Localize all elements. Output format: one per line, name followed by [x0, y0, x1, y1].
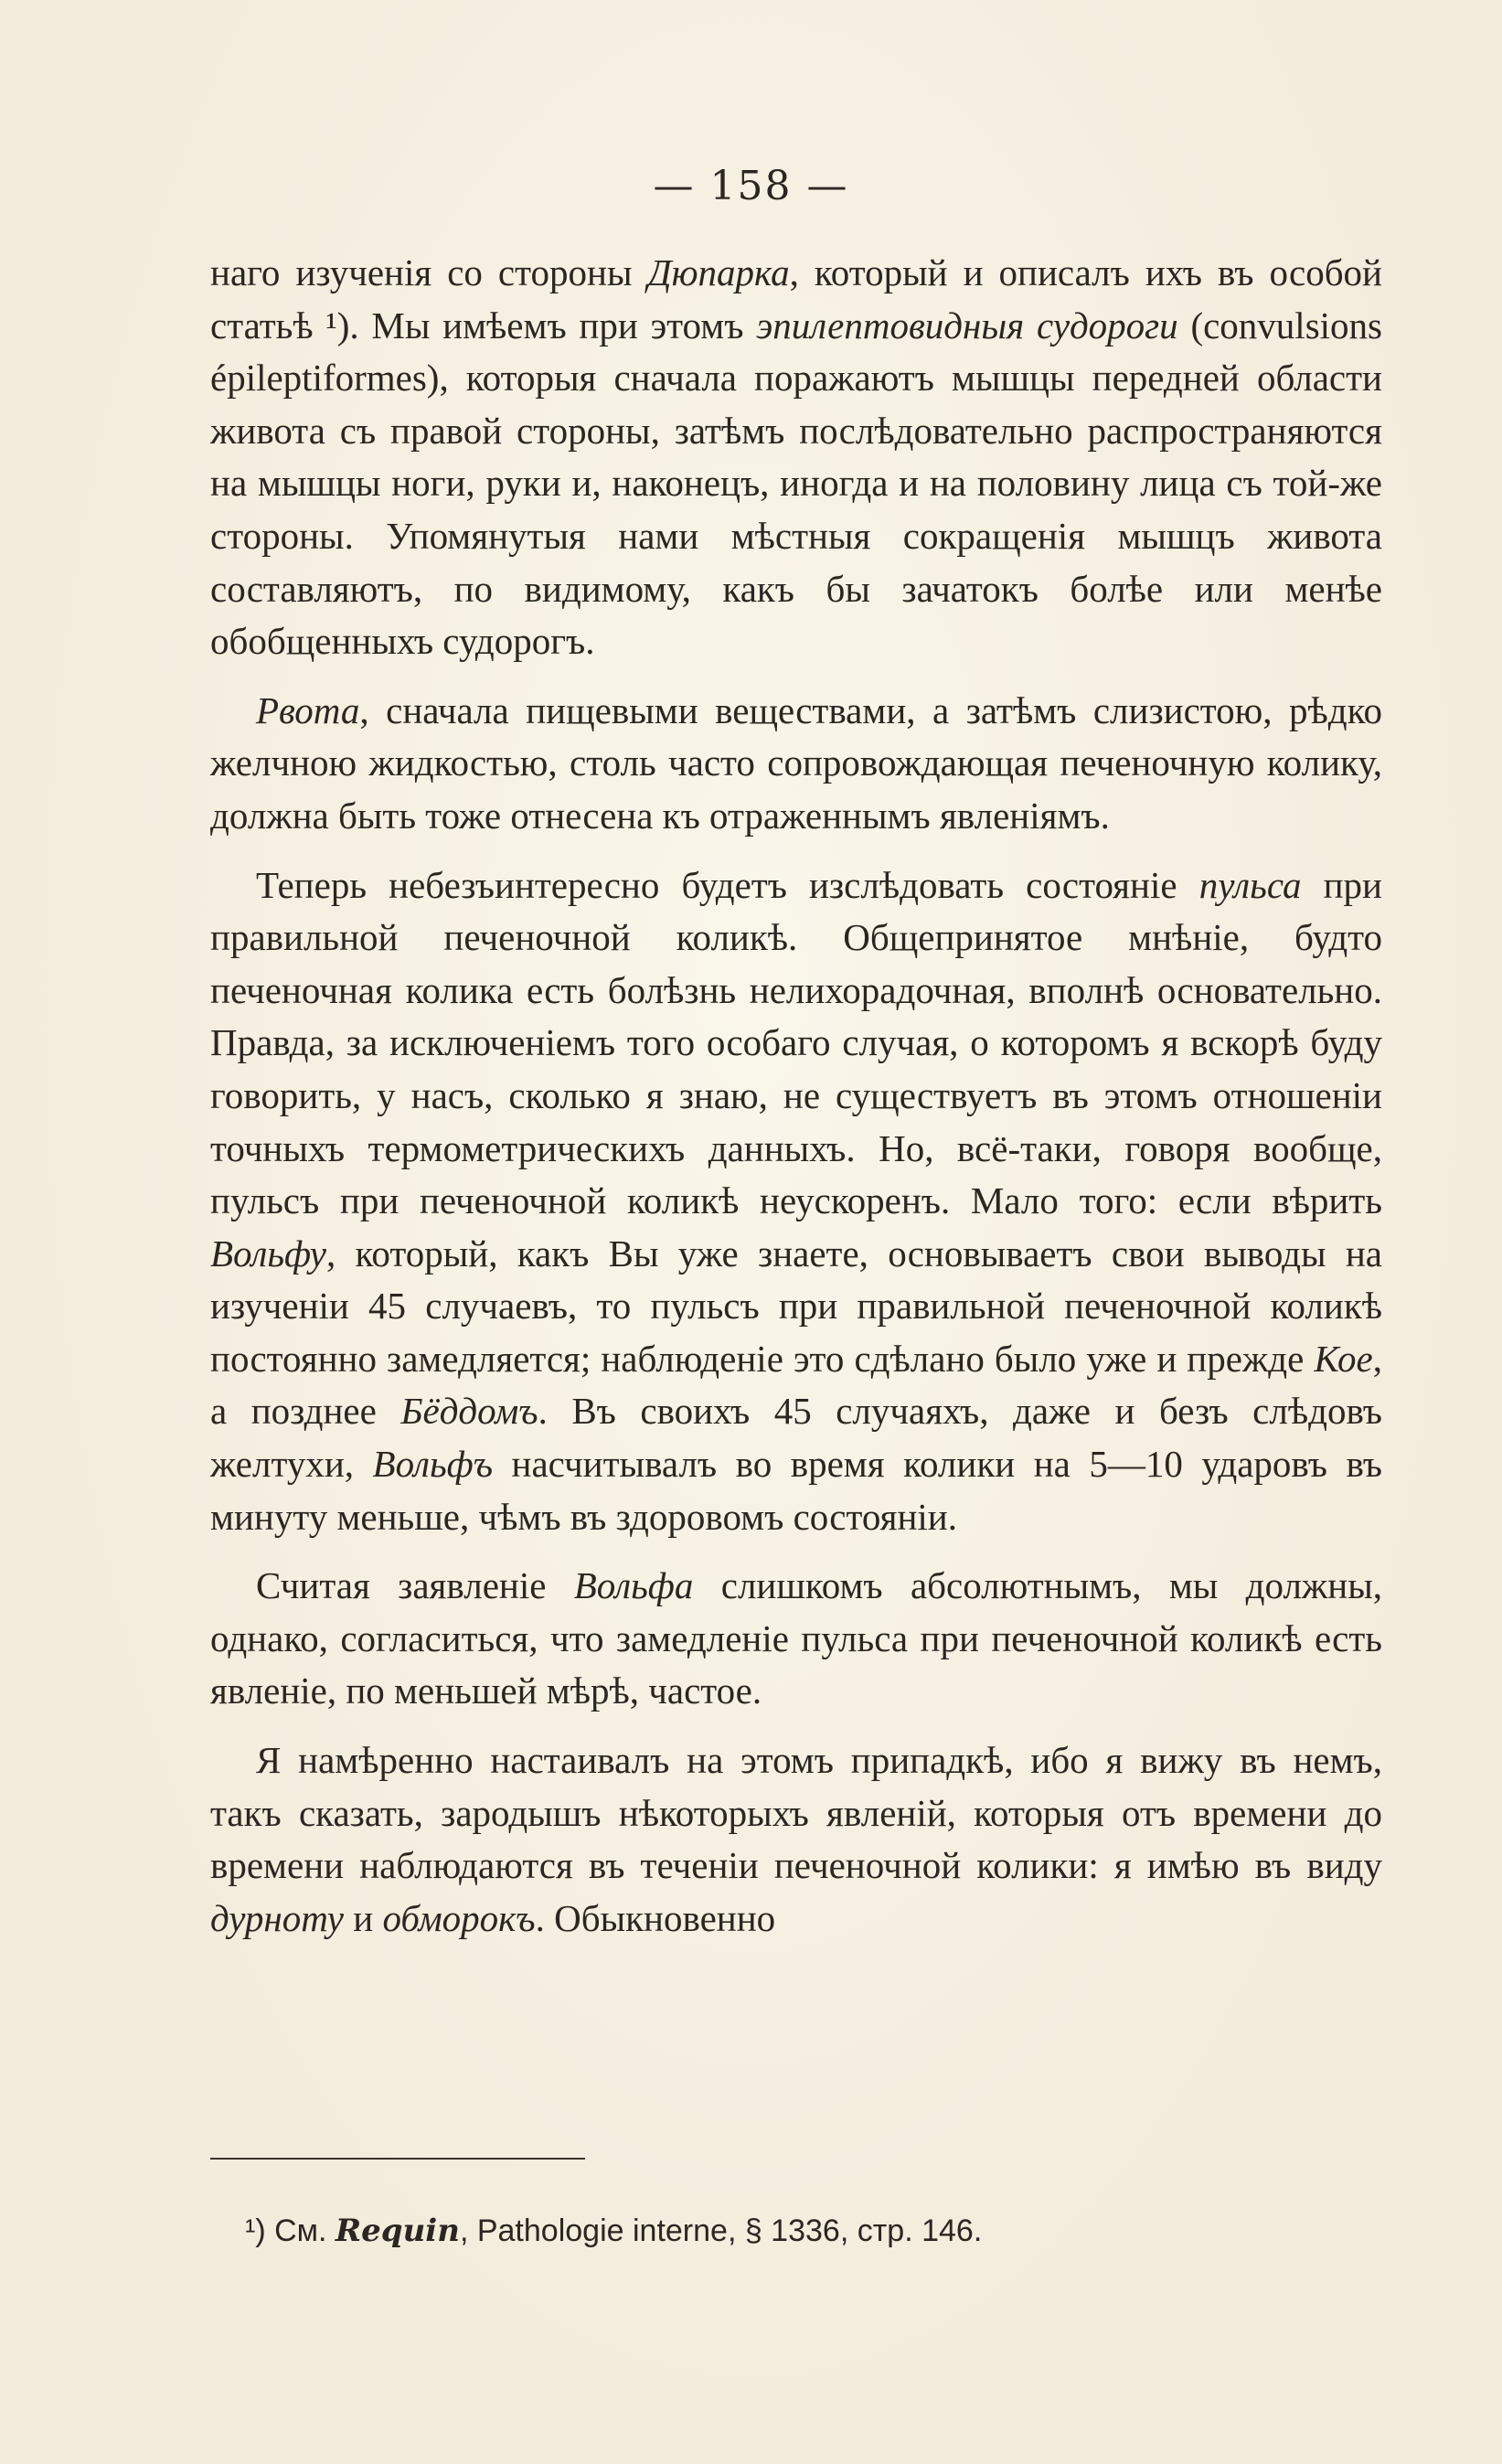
emphasized-term: Дюпарка [647, 251, 790, 293]
text-run: и [343, 1896, 383, 1939]
emphasized-term: пульса [1198, 863, 1302, 906]
text-run: , который и описалъ ихъ въ особой статьѣ ¹). Мы имѣемъ при этомъ [210, 251, 1383, 347]
text-run: наго изученія со стороны [210, 251, 648, 293]
text-run: Теперь небезъинтересно будетъ изслѣдовать состояніе [256, 863, 1199, 906]
text-run: , а позднее [210, 1337, 1382, 1433]
paragraph-3 [210, 859, 1382, 1544]
body-text [210, 247, 1382, 1945]
text-run: Я намѣренно настаивалъ на этомъ припадкѣ, ибо я вижу въ немъ, такъ сказать, зародышъ нѣкоторыхъ явленій, которыя отъ времени до времени наблюдаются въ теченіи печеночной колики: я имѣю въ виду [210, 1739, 1382, 1887]
text-run: насчитывалъ во время колики на 5—10 ударовъ въ минуту меньше, чѣмъ въ здоровомъ состояніи. [210, 1443, 1382, 1538]
emphasized-term: дурноту [210, 1896, 344, 1939]
emphasized-term: Рвота [256, 688, 360, 731]
footnote [245, 2211, 1342, 2251]
paragraph-1 [210, 247, 1382, 668]
text-run: при правильной печеночной коликѣ. Общепринятое мнѣніе, будто печеночная колика есть болѣзнь нелихорадочная, вполнѣ основательно. Правда, за исключеніемъ того особаго случая, о которомъ я вскорѣ буду говорить, у насъ, сколько я знаю, не существуетъ въ этомъ отношеніи точныхъ термометрическихъ данныхъ. Но, всё-таки, говоря вообще, пульсъ при печеночной коликѣ неускоренъ. Мало того: если вѣрить [210, 863, 1382, 1222]
text-run: (convulsions épileptiformes), которыя сначала поражаютъ мышцы передней области живота съ правой стороны, затѣмъ послѣдовательно распространяются на мышцы ноги, руки и, наконецъ, иногда и на половину лица съ той-же стороны. Упомянутыя нами мѣстныя сокращенія мышцъ живота составляютъ, по видимому, какъ бы зачатокъ болѣе или менѣе обобщенныхъ судорогъ. [210, 304, 1383, 663]
text-run: слишкомъ абсолютнымъ, мы должны, однако, согласиться, что замедленіе пульса при печеночной коликѣ есть явленіе, по меньшей мѣрѣ, частое. [210, 1564, 1382, 1712]
text-run: , который, какъ Вы уже знаете, основываетъ свои выводы на изученіи 45 случаевъ, то пульсъ при правильной печеночной коликѣ постоянно замедляется; наблюденіе это сдѣлано было уже и прежде [210, 1232, 1382, 1380]
footnote-mark: ¹) См. [245, 2213, 336, 2248]
page-number: — 158 — [653, 163, 849, 209]
paragraph-5 [210, 1734, 1382, 1945]
text-run: . Обыкновенно [535, 1896, 776, 1939]
emphasized-term: Вольфу [210, 1232, 327, 1275]
emphasized-term: Бёддомъ [400, 1390, 538, 1433]
paragraph-2 [210, 685, 1382, 843]
text-run: , сначала пищевыми веществами, а затѣмъ слизистою, рѣдко желчною жидкостью, столь часто сопровождающая печеночную колику, должна быть тоже отнесена къ отраженнымъ явленіямъ. [210, 688, 1382, 837]
emphasized-term: обморокъ [382, 1896, 536, 1939]
paragraph-4 [210, 1560, 1382, 1718]
footnote-reference: , Pathologie interne, § 1336, стр. 146. [459, 2213, 983, 2248]
footnote-author: Requin [335, 2213, 460, 2249]
emphasized-term: Вольфъ [372, 1443, 493, 1486]
footnote-separator [210, 2158, 585, 2160]
emphasized-term: эпилептовидныя судороги [756, 304, 1178, 347]
emphasized-term: Вольфа [573, 1564, 694, 1607]
text-run: . Въ своихъ 45 случаяхъ, даже и безъ слѣдовъ желтухи, [210, 1390, 1382, 1486]
text-run: Считая заявленіе [256, 1564, 574, 1607]
emphasized-term: Кое [1314, 1337, 1373, 1380]
